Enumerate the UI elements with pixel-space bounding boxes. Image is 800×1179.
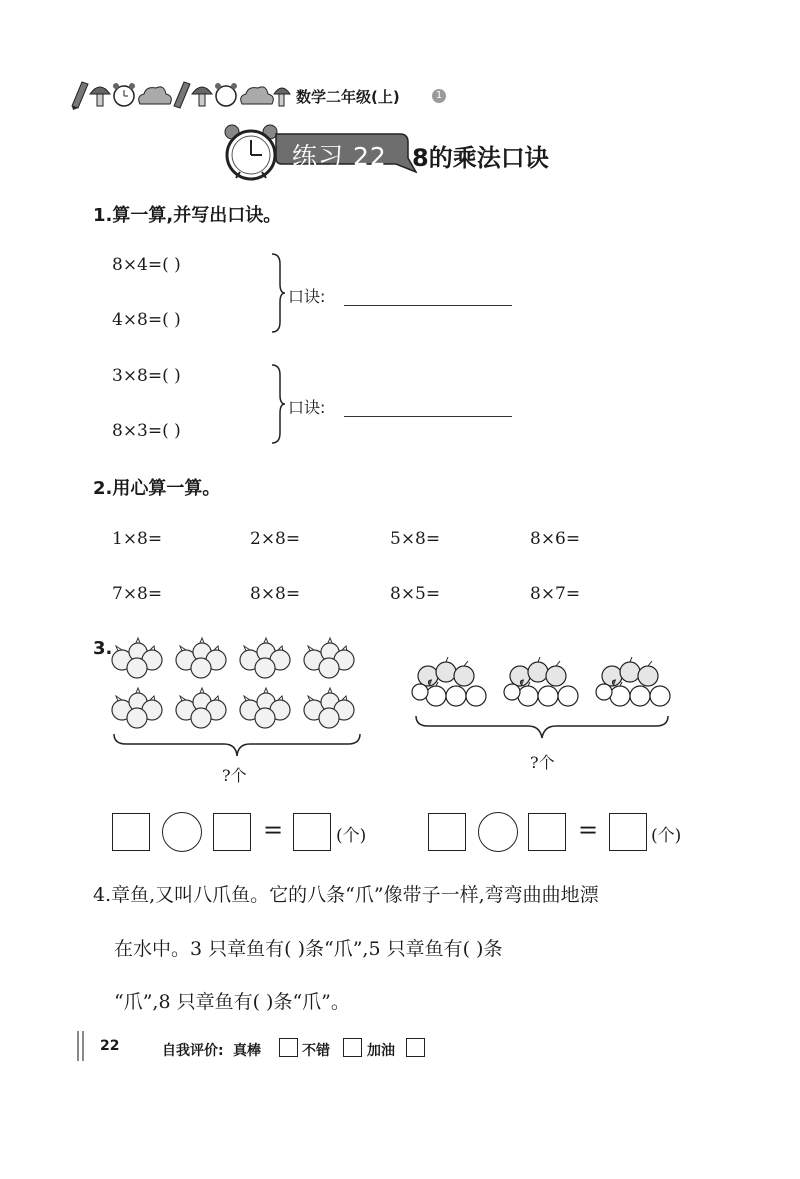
koujue-answer-line[interactable]: [344, 305, 512, 306]
answer-box[interactable]: [528, 813, 566, 851]
q2-equation: 8×7=: [530, 584, 581, 604]
rating-checkbox[interactable]: [343, 1038, 362, 1057]
q1-equation: 4×8=( ): [112, 310, 181, 330]
mushroom-icon: [90, 87, 110, 106]
answer-box[interactable]: [112, 813, 150, 851]
pencil-icon: [174, 82, 190, 108]
rating-checkbox[interactable]: [406, 1038, 425, 1057]
q3-right-question-label: ?个: [530, 753, 555, 772]
q4-text-line: “爪”,8 只章鱼有( )条“爪”。: [114, 991, 350, 1013]
pomegranate-illustration: [108, 636, 364, 732]
q2-equation: 8×6=: [530, 529, 581, 549]
bottom-brace: [112, 732, 362, 758]
volume-badge: 1: [432, 89, 446, 103]
unit-label: (个): [651, 826, 682, 846]
page-number: 22: [100, 1038, 120, 1054]
operator-circle[interactable]: [478, 812, 518, 852]
equals-sign: =: [578, 816, 599, 844]
header-decoration-strip: [70, 78, 292, 110]
exercise-label: 练习 22: [292, 142, 387, 171]
q2-equation: 1×8=: [112, 529, 163, 549]
q1-equation: 8×3=( ): [112, 421, 181, 441]
mushroom-icon: [192, 87, 212, 106]
q4-text-line: 在水中。3 只章鱼有( )条“爪”,5 只章鱼有( )条: [114, 938, 503, 960]
q2-equation: 7×8=: [112, 584, 163, 604]
apple-illustration: [410, 652, 682, 714]
cloud-icon: [139, 87, 172, 104]
alarm-clock-icon: [215, 83, 237, 106]
cloud-icon: [241, 87, 274, 104]
right-brace: [270, 363, 286, 445]
answer-box[interactable]: [609, 813, 647, 851]
self-evaluation-label: 自我评价:: [162, 1043, 224, 1059]
koujue-label: 口诀:: [288, 287, 326, 306]
equals-sign: =: [263, 816, 284, 844]
rating-label: 不错: [302, 1043, 330, 1059]
answer-box[interactable]: [293, 813, 331, 851]
mushroom-icon: [274, 88, 290, 106]
right-brace: [270, 252, 286, 334]
q2-equation: 8×8=: [250, 584, 301, 604]
rating-checkbox[interactable]: [279, 1038, 298, 1057]
q2-equation: 8×5=: [390, 584, 441, 604]
bottom-brace: [414, 714, 670, 740]
rating-label: 真棒: [233, 1043, 261, 1059]
q3-number: 3.: [93, 638, 113, 659]
q1-equation: 8×4=( ): [112, 255, 181, 275]
q2-title: 2.用心算一算。: [93, 478, 221, 499]
rating-label: 加油: [367, 1043, 395, 1059]
q2-equation: 2×8=: [250, 529, 301, 549]
footer-margin-bars: [76, 1031, 86, 1061]
q2-equation: 5×8=: [390, 529, 441, 549]
q1-title: 1.算一算,并写出口诀。: [93, 205, 282, 226]
q1-equation: 3×8=( ): [112, 366, 181, 386]
koujue-label: 口诀:: [288, 398, 326, 417]
koujue-answer-line[interactable]: [344, 416, 512, 417]
book-title: 数学二年级(上): [296, 88, 400, 106]
unit-label: (个): [336, 826, 367, 846]
operator-circle[interactable]: [162, 812, 202, 852]
lesson-title: 8的乘法口诀: [412, 144, 549, 172]
answer-box[interactable]: [428, 813, 466, 851]
alarm-clock-icon: [113, 83, 135, 106]
answer-box[interactable]: [213, 813, 251, 851]
q4-text-line: 4.章鱼,又叫八爪鱼。它的八条“爪”像带子一样,弯弯曲曲地漂: [93, 884, 599, 906]
pencil-icon: [72, 82, 88, 110]
q3-left-question-label: ?个: [222, 766, 247, 785]
